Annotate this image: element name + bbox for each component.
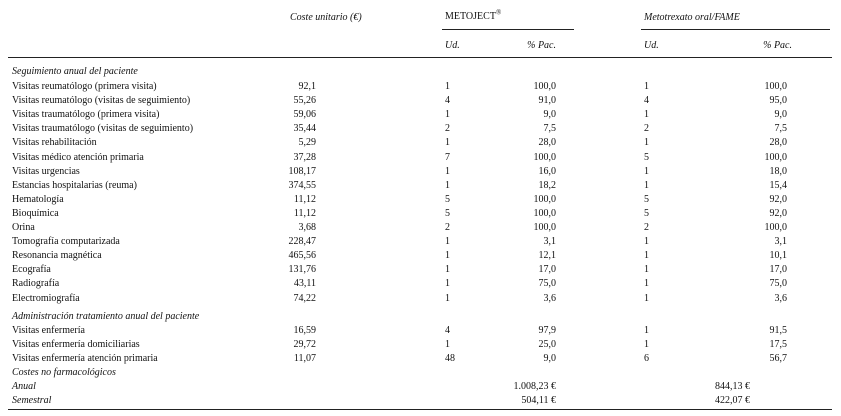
row-cost: 37,28 (293, 151, 316, 163)
row-cost: 29,72 (293, 339, 316, 350)
oral-header-rule (641, 29, 830, 30)
row-oral-ud: 1 (644, 109, 649, 121)
row-metoject-pac: 75,0 (538, 278, 556, 290)
row-label: Tomografía computarizada (12, 236, 120, 248)
row-oral-pac: 17,0 (769, 264, 787, 276)
row-label: Resonancia magnética (12, 250, 102, 262)
row-oral-ud: 5 (644, 207, 649, 219)
section-administracion: Administración tratamiento anual del paciente (12, 311, 200, 322)
row-label: Visitas traumatólogo (visitas de seguimiento) (12, 123, 194, 135)
totals-metoject: 1.008,23 € (513, 381, 556, 392)
row-oral-pac: 10,1 (769, 250, 787, 262)
totals-oral: 844,13 € (715, 381, 750, 392)
row-cost: 11,07 (293, 353, 316, 364)
row-metoject-pac: 100,0 (533, 222, 556, 233)
row-label: Visitas reumatólogo (visitas de seguimiento) (12, 95, 191, 107)
row-metoject-ud: 2 (445, 222, 450, 233)
row-cost: 108,17 (288, 165, 316, 177)
header-metoject (445, 8, 502, 23)
row-metoject-ud: 1 (445, 264, 450, 276)
row-label: Visitas enfermería (12, 325, 85, 336)
row-label: Visitas reumatólogo (primera visita) (12, 81, 157, 92)
section-seguimiento: Seguimiento anual del paciente (12, 66, 138, 77)
row-cost: 92,1 (298, 81, 316, 92)
row-cost: 43,11 (293, 278, 316, 290)
row-metoject-ud: 1 (445, 165, 450, 177)
header-metoject-ud: Ud. (445, 40, 460, 51)
row-cost: 5,29 (298, 137, 316, 149)
header-oral-pac: % Pac. (763, 40, 792, 51)
row-label: Orina (12, 222, 35, 233)
row-metoject-pac: 3,6 (543, 292, 556, 304)
row-label: Ecografía (12, 264, 51, 276)
row-cost: 465,56 (288, 250, 316, 262)
metoject-header-rule (442, 29, 574, 30)
row-metoject-ud: 1 (445, 278, 450, 290)
row-metoject-ud: 2 (445, 123, 450, 135)
row-metoject-pac: 100,0 (533, 81, 556, 92)
row-oral-ud: 5 (644, 193, 649, 205)
row-metoject-ud: 1 (445, 292, 450, 304)
row-oral-ud: 1 (644, 292, 649, 304)
row-oral-ud: 1 (644, 165, 649, 177)
row-metoject-ud: 1 (445, 109, 450, 121)
row-metoject-pac: 100,0 (533, 151, 556, 163)
row-metoject-ud: 5 (445, 193, 450, 205)
row-oral-pac: 95,0 (769, 95, 787, 107)
totals-metoject: 504,11 € (521, 395, 556, 406)
row-oral-ud: 1 (644, 339, 649, 350)
row-label: Visitas enfermería atención primaria (12, 353, 158, 364)
row-label: Visitas enfermería domiciliarias (12, 339, 140, 350)
row-oral-pac: 9,0 (774, 109, 787, 121)
row-oral-ud: 6 (644, 353, 649, 364)
row-oral-ud: 1 (644, 278, 649, 290)
header-metoject-pac: % Pac. (527, 40, 556, 51)
row-metoject-pac: 12,1 (538, 250, 556, 262)
row-cost: 11,12 (293, 207, 316, 219)
row-metoject-pac: 97,9 (538, 325, 556, 336)
row-oral-pac: 100,0 (764, 81, 787, 92)
row-oral-ud: 4 (644, 95, 649, 107)
row-oral-pac: 18,0 (769, 165, 787, 177)
row-oral-ud: 1 (644, 179, 649, 191)
row-metoject-ud: 1 (445, 137, 450, 149)
section-no-farmaco: Costes no farmacológicos (12, 367, 116, 378)
row-cost: 74,22 (293, 292, 316, 304)
row-metoject-ud: 48 (445, 353, 455, 364)
row-cost: 35,44 (293, 123, 316, 135)
row-metoject-ud: 1 (445, 250, 450, 262)
row-metoject-ud: 7 (445, 151, 450, 163)
row-label: Visitas urgencias (12, 165, 80, 177)
table-bottom-rule (8, 409, 832, 410)
row-oral-ud: 1 (644, 81, 649, 92)
row-metoject-ud: 1 (445, 81, 450, 92)
row-metoject-pac: 9,0 (543, 353, 556, 364)
row-oral-pac: 15,4 (769, 179, 787, 191)
row-metoject-pac: 100,0 (533, 193, 556, 205)
row-oral-pac: 3,6 (774, 292, 787, 304)
row-oral-pac: 100,0 (764, 222, 787, 233)
row-oral-pac: 17,5 (769, 339, 787, 350)
header-bottom-rule (8, 57, 832, 58)
header-oral-ud: Ud. (644, 40, 659, 51)
row-oral-pac: 3,1 (774, 236, 787, 248)
row-metoject-ud: 1 (445, 179, 450, 191)
row-label: Electromiografía (12, 292, 80, 304)
row-oral-pac: 92,0 (769, 193, 787, 205)
row-oral-pac: 75,0 (769, 278, 787, 290)
row-label: Visitas médico atención primaria (12, 151, 144, 163)
row-metoject-ud: 5 (445, 207, 450, 219)
row-oral-ud: 1 (644, 236, 649, 248)
header-metoject-text: METOJECT (445, 11, 496, 22)
row-metoject-pac: 9,0 (543, 109, 556, 121)
row-metoject-ud: 4 (445, 325, 450, 336)
row-metoject-pac: 91,0 (538, 95, 556, 107)
row-oral-pac: 91,5 (769, 325, 787, 336)
row-cost: 16,59 (293, 325, 316, 336)
row-metoject-pac: 17,0 (538, 264, 556, 276)
row-oral-pac: 100,0 (764, 151, 787, 163)
row-metoject-ud: 4 (445, 95, 450, 107)
row-oral-ud: 1 (644, 325, 649, 336)
row-metoject-pac: 7,5 (543, 123, 556, 135)
row-cost: 131,76 (288, 264, 316, 276)
row-oral-pac: 92,0 (769, 207, 787, 219)
registered-mark: ® (495, 8, 502, 17)
row-label: Radiografía (12, 278, 60, 290)
row-cost: 374,55 (288, 179, 316, 191)
totals-label: Semestral (12, 395, 52, 406)
row-label: Estancias hospitalarias (reuma) (12, 179, 137, 191)
row-metoject-ud: 1 (445, 339, 450, 350)
row-oral-pac: 7,5 (774, 123, 787, 135)
row-oral-ud: 1 (644, 250, 649, 262)
row-label: Bioquímica (12, 207, 59, 219)
row-cost: 228,47 (288, 236, 316, 248)
row-cost: 55,26 (293, 95, 316, 107)
totals-oral: 422,07 € (715, 395, 750, 406)
row-metoject-pac: 16,0 (538, 165, 556, 177)
header-oral: Metotrexato oral/FAME (644, 12, 740, 23)
row-metoject-pac: 18,2 (538, 179, 556, 191)
row-metoject-pac: 25,0 (538, 339, 556, 350)
row-label: Hematología (12, 193, 64, 205)
row-metoject-pac: 3,1 (543, 236, 556, 248)
row-oral-ud: 5 (644, 151, 649, 163)
row-oral-pac: 56,7 (769, 353, 787, 364)
row-metoject-ud: 1 (445, 236, 450, 248)
totals-label: Anual (12, 381, 36, 392)
row-oral-ud: 2 (644, 123, 649, 135)
header-coste: Coste unitario (€) (290, 12, 362, 23)
row-oral-ud: 1 (644, 137, 649, 149)
row-cost: 3,68 (298, 222, 316, 233)
row-oral-ud: 1 (644, 264, 649, 276)
row-oral-pac: 28,0 (769, 137, 787, 149)
row-oral-ud: 2 (644, 222, 649, 233)
row-cost: 59,06 (293, 109, 316, 121)
row-cost: 11,12 (293, 193, 316, 205)
row-label: Visitas rehabilitación (12, 137, 97, 149)
row-metoject-pac: 100,0 (533, 207, 556, 219)
row-label: Visitas traumatólogo (primera visita) (12, 109, 160, 121)
row-metoject-pac: 28,0 (538, 137, 556, 149)
